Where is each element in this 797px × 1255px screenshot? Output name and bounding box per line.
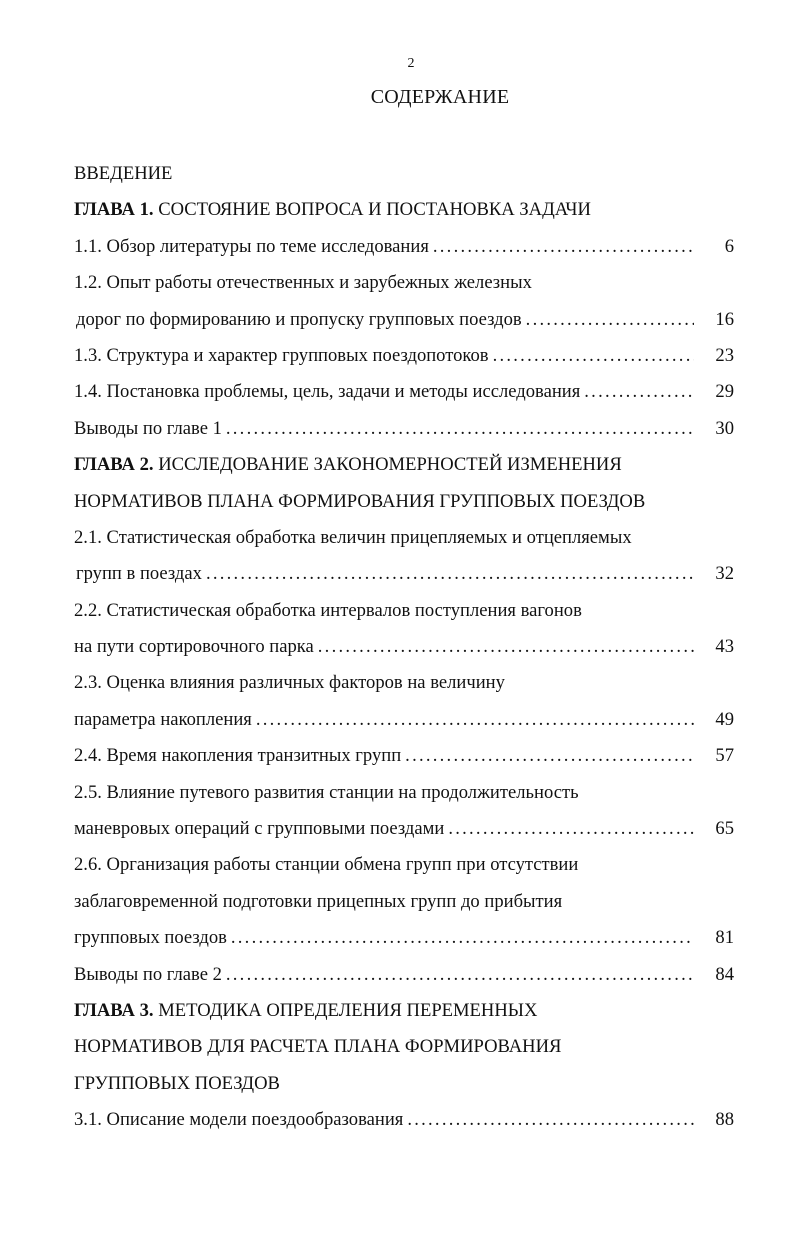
dot-leader xyxy=(407,1102,694,1138)
entry-page: 84 xyxy=(715,963,734,985)
toc-entry-2-5 xyxy=(74,811,734,847)
dot-leader xyxy=(493,338,694,374)
chapter-number: ГЛАВА 3. xyxy=(74,999,154,1021)
toc-chapter-2-heading xyxy=(74,447,734,483)
entry-text: 1.3. Структура и характер групповых поездопотоков xyxy=(74,344,489,366)
toc-entry-2-3-line1: 2.3. Оценка влияния различных факторов на величину xyxy=(74,672,505,694)
entry-text: маневровых операций с групповыми поездами xyxy=(74,818,445,840)
dot-leader xyxy=(526,302,694,338)
entry-text: дорог по формированию и пропуску групповых поездов xyxy=(76,308,522,330)
entry-page: 16 xyxy=(715,308,734,330)
dot-leader xyxy=(256,702,694,738)
entry-page: 49 xyxy=(715,708,734,730)
toc-conclusions-1 xyxy=(74,411,734,447)
entry-page: 57 xyxy=(715,745,734,767)
toc-entry-2-6-line2: заблаговременной подготовки прицепных групп до прибытия xyxy=(74,890,563,912)
entry-page: 88 xyxy=(715,1109,734,1131)
toc-intro: ВВЕДЕНИЕ xyxy=(74,163,173,184)
entry-page: 29 xyxy=(715,381,734,403)
chapter-title: МЕТОДИКА ОПРЕДЕЛЕНИЯ ПЕРЕМЕННЫХ xyxy=(158,999,538,1021)
toc-entry-1-3 xyxy=(74,338,734,374)
toc-entry-2-3 xyxy=(74,702,734,738)
toc-entry-3-1 xyxy=(74,1102,734,1138)
entry-text: 2.4. Время накопления транзитных групп xyxy=(74,745,402,767)
toc-entry-1-4 xyxy=(74,374,734,410)
toc-conclusions-2 xyxy=(74,957,734,993)
chapter-number: ГЛАВА 2. xyxy=(74,454,154,476)
page-title: СОДЕРЖАНИЕ xyxy=(370,86,510,108)
toc-chapter-2-heading-line2: НОРМАТИВОВ ПЛАНА ФОРМИРОВАНИЯ ГРУППОВЫХ ПОЕЗДОВ xyxy=(74,490,646,512)
entry-text: 1.1. Обзор литературы по теме исследования xyxy=(74,235,429,257)
page-number: 2 xyxy=(407,56,415,71)
entry-text: групповых поездов xyxy=(74,927,227,949)
toc-entry-2-6 xyxy=(74,920,734,956)
entry-text: 1.4. Постановка проблемы, цель, задачи и методы исследования xyxy=(74,381,581,403)
table-of-contents xyxy=(74,156,734,1139)
chapter-title: СОСТОЯНИЕ ВОПРОСА И ПОСТАНОВКА ЗАДАЧИ xyxy=(158,199,591,221)
entry-page: 32 xyxy=(715,563,734,585)
entry-page: 43 xyxy=(715,636,734,658)
dot-leader xyxy=(584,374,694,410)
entry-page: 65 xyxy=(715,818,734,840)
entry-page: 30 xyxy=(715,417,734,439)
toc-entry-2-6-line1: 2.6. Организация работы станции обмена групп при отсутствии xyxy=(74,854,579,876)
toc-chapter-1-heading xyxy=(74,192,734,228)
dot-leader xyxy=(405,738,694,774)
entry-text: групп в поездах xyxy=(76,563,202,585)
toc-entry-1-2 xyxy=(74,302,734,338)
dot-leader xyxy=(433,229,694,265)
entry-text: на пути сортировочного парка xyxy=(74,636,314,658)
toc-entry-2-5-line1: 2.5. Влияние путевого развития станции на продолжительность xyxy=(74,781,579,803)
toc-entry-2-1-line1: 2.1. Статистическая обработка величин прицепляемых и отцепляемых xyxy=(74,526,632,548)
entry-text: 3.1. Описание модели поездообразования xyxy=(74,1109,404,1131)
toc-entry-2-1 xyxy=(74,556,734,592)
toc-chapter-3-heading xyxy=(74,993,734,1029)
entry-page: 81 xyxy=(715,927,734,949)
toc-chapter-3-heading-line2: НОРМАТИВОВ ДЛЯ РАСЧЕТА ПЛАНА ФОРМИРОВАНИЯ xyxy=(74,1036,562,1058)
entry-page: 23 xyxy=(715,344,734,366)
dot-leader xyxy=(206,556,694,592)
dot-leader xyxy=(231,920,694,956)
entry-text: параметра накопления xyxy=(74,708,252,730)
dot-leader xyxy=(226,411,694,447)
entry-text: Выводы по главе 1 xyxy=(74,417,222,439)
toc-chapter-3-heading-line3: ГРУППОВЫХ ПОЕЗДОВ xyxy=(74,1072,280,1094)
dot-leader xyxy=(318,629,694,665)
chapter-title: ИССЛЕДОВАНИЕ ЗАКОНОМЕРНОСТЕЙ ИЗМЕНЕНИЯ xyxy=(158,454,622,476)
entry-page: 6 xyxy=(724,235,734,257)
dot-leader xyxy=(448,811,694,847)
chapter-number: ГЛАВА 1. xyxy=(74,199,154,221)
dot-leader xyxy=(226,957,694,993)
toc-entry-2-2 xyxy=(74,629,734,665)
toc-entry-1-2-line1: 1.2. Опыт работы отечественных и зарубежных железных xyxy=(74,272,532,294)
entry-text: Выводы по главе 2 xyxy=(74,963,222,985)
toc-entry-2-2-line1: 2.2. Статистическая обработка интервалов поступления вагонов xyxy=(74,599,582,621)
toc-entry-1-1 xyxy=(74,229,734,265)
toc-entry-2-4 xyxy=(74,738,734,774)
